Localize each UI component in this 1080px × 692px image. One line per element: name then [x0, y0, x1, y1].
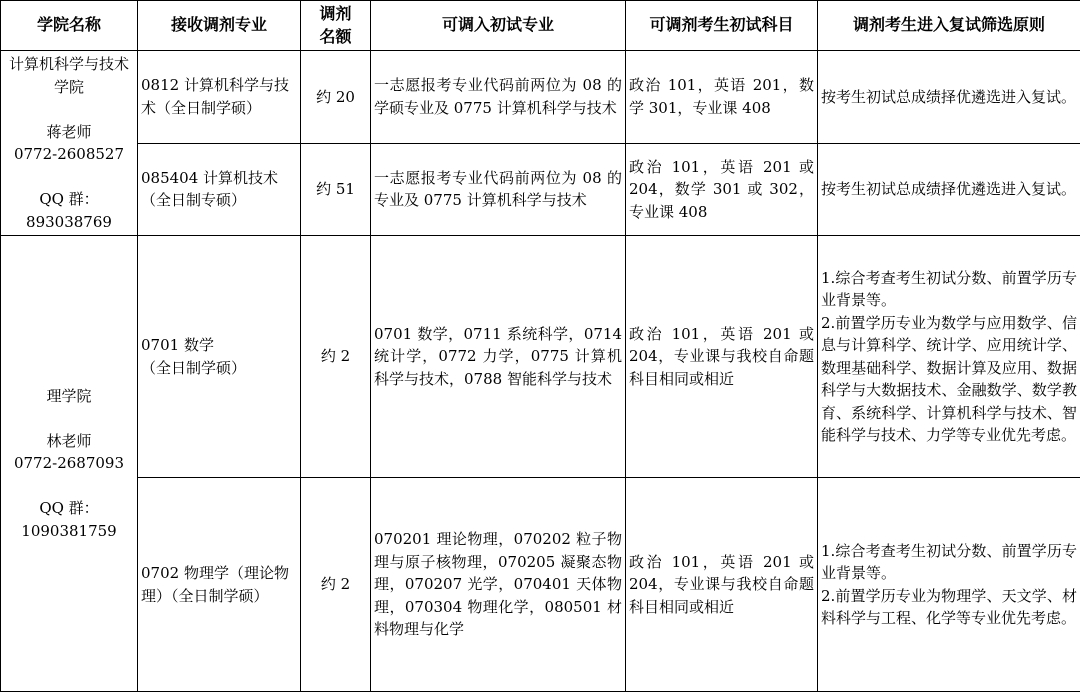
major-cell: 085404 计算机技术（全日制专硕） — [138, 143, 301, 236]
major-cell: 0701 数学 （全日制学硕） — [138, 236, 301, 478]
header-subjects: 可调剂考生初试科目 — [626, 1, 818, 51]
quota-cell: 约 2 — [301, 478, 371, 692]
header-quota: 调剂 名额 — [301, 1, 371, 51]
major-cell: 0812 计算机科学与技术（全日制学硕） — [138, 51, 301, 144]
principle-cell: 按考生初试总成绩择优遴选进入复试。 — [818, 143, 1080, 236]
header-college: 学院名称 — [1, 1, 138, 51]
eligible-cell: 一志愿报考专业代码前两位为 08 的学硕专业及 0775 计算机科学与技术 — [371, 51, 626, 144]
header-major: 接收调剂专业 — [138, 1, 301, 51]
eligible-cell: 0701 数学，0711 系统科学，0714 统计学，0772 力学，0775 计算机科学与技术，0788 智能科学与技术 — [371, 236, 626, 478]
eligible-cell: 一志愿报考专业代码前两位为 08 的专业及 0775 计算机科学与技术 — [371, 143, 626, 236]
principle-cell: 1.综合考查考生初试分数、前置学历专业背景等。 2.前置学历专业为数学与应用数学、信息与计算科学、统计学、应用统计学、数理基础科学、数据计算及应用、数据科学与大数据技术、金融数学、数学教育、系统科学、计算机科学与技术、智能科学与技术、力学等专业优先考虑。 — [818, 236, 1080, 478]
header-principle: 调剂考生进入复试筛选原则 — [818, 1, 1080, 51]
major-cell: 0702 物理学（理论物理）（全日制学硕） — [138, 478, 301, 692]
subjects-cell: 政治 101，英语 201 或 204，专业课与我校自命题科目相同或相近 — [626, 236, 818, 478]
table-row — [1, 51, 1080, 144]
college-cell: 计算机科学与技术学院 蒋老师 0772-2608527 QQ 群： 893038769 — [1, 51, 138, 236]
header-eligible: 可调入初试专业 — [371, 1, 626, 51]
subjects-cell: 政治 101，英语 201 或 204，数学 301 或 302，专业课 408 — [626, 143, 818, 236]
quota-cell: 约 20 — [301, 51, 371, 144]
quota-cell: 约 51 — [301, 143, 371, 236]
header-row — [1, 1, 1080, 51]
principle-cell: 按考生初试总成绩择优遴选进入复试。 — [818, 51, 1080, 144]
subjects-cell: 政治 101，英语 201，数学 301，专业课 408 — [626, 51, 818, 144]
principle-cell: 1.综合考查考生初试分数、前置学历专业背景等。 2.前置学历专业为物理学、天文学、材料科学与工程、化学等专业优先考虑。 — [818, 478, 1080, 692]
table-row — [1, 143, 1080, 236]
eligible-cell: 070201 理论物理，070202 粒子物理与原子核物理，070205 凝聚态物理，070207 光学，070401 天体物理，070304 物理化学，080501 材料物理与化学 — [371, 478, 626, 692]
table-row — [1, 478, 1080, 692]
table-row — [1, 236, 1080, 478]
college-cell: 理学院 林老师 0772-2687093 QQ 群： 1090381759 — [1, 236, 138, 692]
quota-cell: 约 2 — [301, 236, 371, 478]
subjects-cell: 政治 101，英语 201 或 204，专业课与我校自命题科目相同或相近 — [626, 478, 818, 692]
